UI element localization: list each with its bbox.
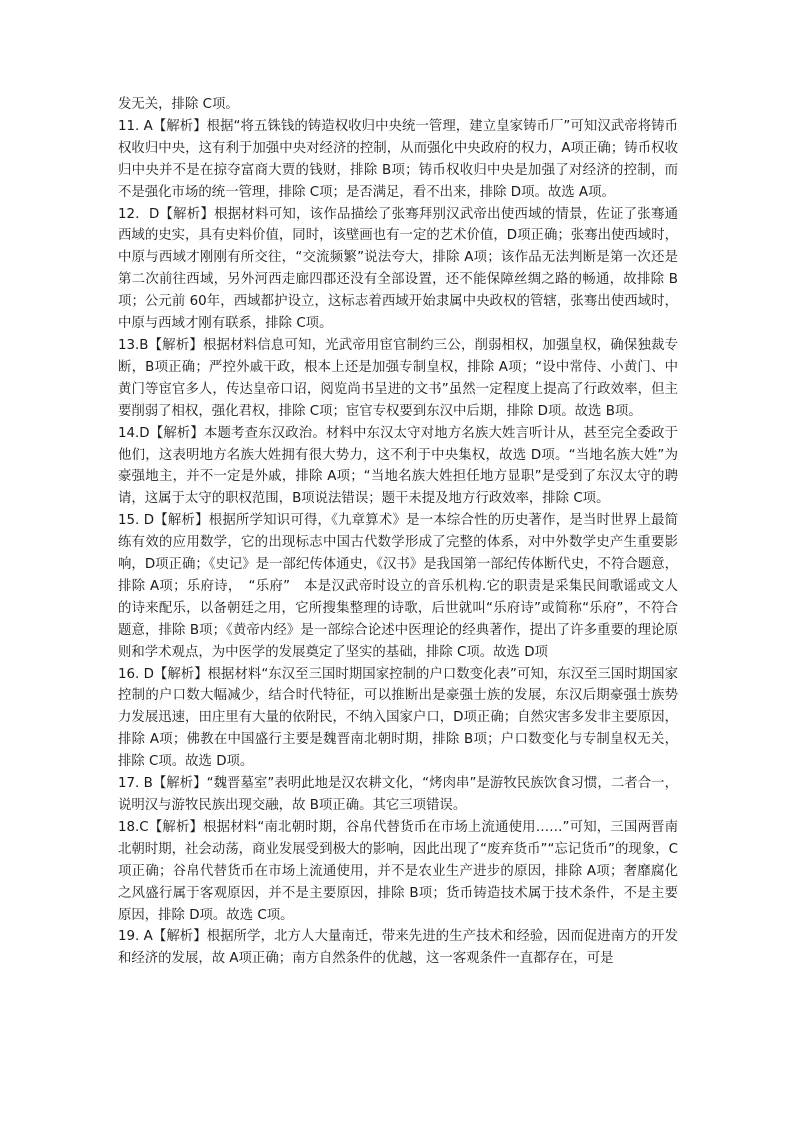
explanation-q19: 19. A【解析】根据所学，北方人大量南迁，带来先进的生产技术和经验，因而促进南方的开发和经济的发展，故 A项正确；南方自然条件的优越，这一客观条件一直都存在，可是 [118, 929, 678, 967]
explanation-q15: 15. D【解析】根据所学知识可得，《九章算术》是一本综合性的历史著作，是当时世界上最简练有效的应用数学，它的出现标志中国古代数学形成了完整的体系，对中外数学史产生重要影响，D项正确；《史记》是一部纪传体通史，《汉书》是我国第一部纪传体断代史，不符合题意，排除 A项；乐府诗， “乐府” 本是汉武帝时设立的音乐机构.它的职责是采集民间歌谣或文人的诗来配乐，以备朝廷之用，它所搜集整理的诗歌，后世就叫“乐府诗”或简称“乐府”，不符合题意，排除 B项；《黄帝内经》是一部综合论述中医理论的经典著作，提出了许多重要的理论原则和学术观点，为中医学的发展奠定了坚实的基础，排除 C项。故选 D项 [118, 513, 678, 660]
explanation-q12: 12．D【解析】根据材料可知，该作品描绘了张骞拜别汉武帝出使西域的情景，佐证了张骞通西域的史实，具有史料价值，同时，该壁画也有一定的艺术价值，D项正确；张骞出使西域时，中原与西域才刚刚有所交往，“交流频繁”说法夸大，排除 A项；该作品无法判断是第一次还是第二次前往西域，另外河西走廊四郡还没有全部设置，还不能保障丝绸之路的畅通，故排除 B项；公元前 60年，西域都护设立，这标志着西域开始隶属中央政权的管辖，张骞出使西域时，中原与西域才刚有联系，排除 C项。 [118, 206, 678, 332]
explanation-q18: 18.C【解析】根据材料“南北朝时期，谷帛代替货币在市场上流通使用……”可知，三国两晋南北朝时期，社会动荡，商业发展受到极大的影响，因此出现了“废弃货币”“忘记货币”的现象，C项正确；谷帛代替货币在市场上流通使用，并不是农业生产进步的原因，排除 A项；奢靡腐化之风盛行属于客观原因，并不是主要原因，排除 B项；货币铸造技术属于技术条件，不是主要原因，排除 D项。故选 C项。 [118, 819, 678, 923]
explanation-q11: 11. A【解析】根据“将五铢钱的铸造权收归中央统一管理，建立皇家铸币厂”可知汉武帝将铸币权收归中央，这有利于加强中央对经济的控制，从而强化中央政府的权力，A项正确；铸币权收归中央并不是在掠夺富商大贾的钱财，排除 B项；铸币权收归中央是加强了对经济的控制，而不是强化市场的统一管理，排除 C项；是否满足，看不出来，排除 D项。故选 A项。 [118, 118, 678, 200]
explanation-q16: 16. D【解析】根据材料“东汉至三国时期国家控制的户口数变化表”可知，东汉至三国时期国家控制的户口数大幅减少，结合时代特征，可以推断出是豪强士族的发展，东汉后期豪强士族势力发展迅速，田庄里有大量的依附民，不纳入国家户口，D项正确；自然灾害多发非主要原因，排除 A项；佛教在中国盛行主要是魏晋南北朝时期，排除 B项；户口数变化与专制皇权无关，排除 C项。故选 D项。 [118, 666, 678, 770]
explanation-q17: 17. B【解析】“魏晋墓室”表明此地是汉农耕文化，“烤肉串”是游牧民族饮食习惯，二者合一，说明汉与游牧民族出现交融，故 B项正确。其它三项错误。 [118, 776, 678, 813]
paragraph-continuation: 发无关，排除 C项。 [118, 97, 239, 112]
explanation-q13: 13.B【解析】根据材料信息可知，光武帝用宦官制约三公，削弱相权，加强皇权，确保独裁专断，B项正确；严控外戚干政，根本上还是加强专制皇权，排除 A项；“设中常侍、小黄门、中黄门等宦官多人，传达皇帝口诏，阅览尚书呈进的文书”虽然一定程度上提高了行政效率，但主要削弱了相权，强化君权，排除 C项；宦官专权要到东汉中后期，排除 D项。故选 B项。 [118, 337, 678, 419]
answer-explanations [118, 94, 678, 970]
explanation-q14: 14.D【解析】本题考查东汉政治。材料中东汉太守对地方名族大姓言听计从，甚至完全委政于他们，这表明地方名族大姓拥有很大势力，这不利于中央集权，故选 D项。“当地名族大姓”为豪强地主，并不一定是外戚，排除 A项；“当地名族大姓担任地方显职”是受到了东汉太守的聘请，这属于太守的职权范围，B项说法错误；题干未提及地方行政效率，排除 C项。 [118, 425, 678, 507]
